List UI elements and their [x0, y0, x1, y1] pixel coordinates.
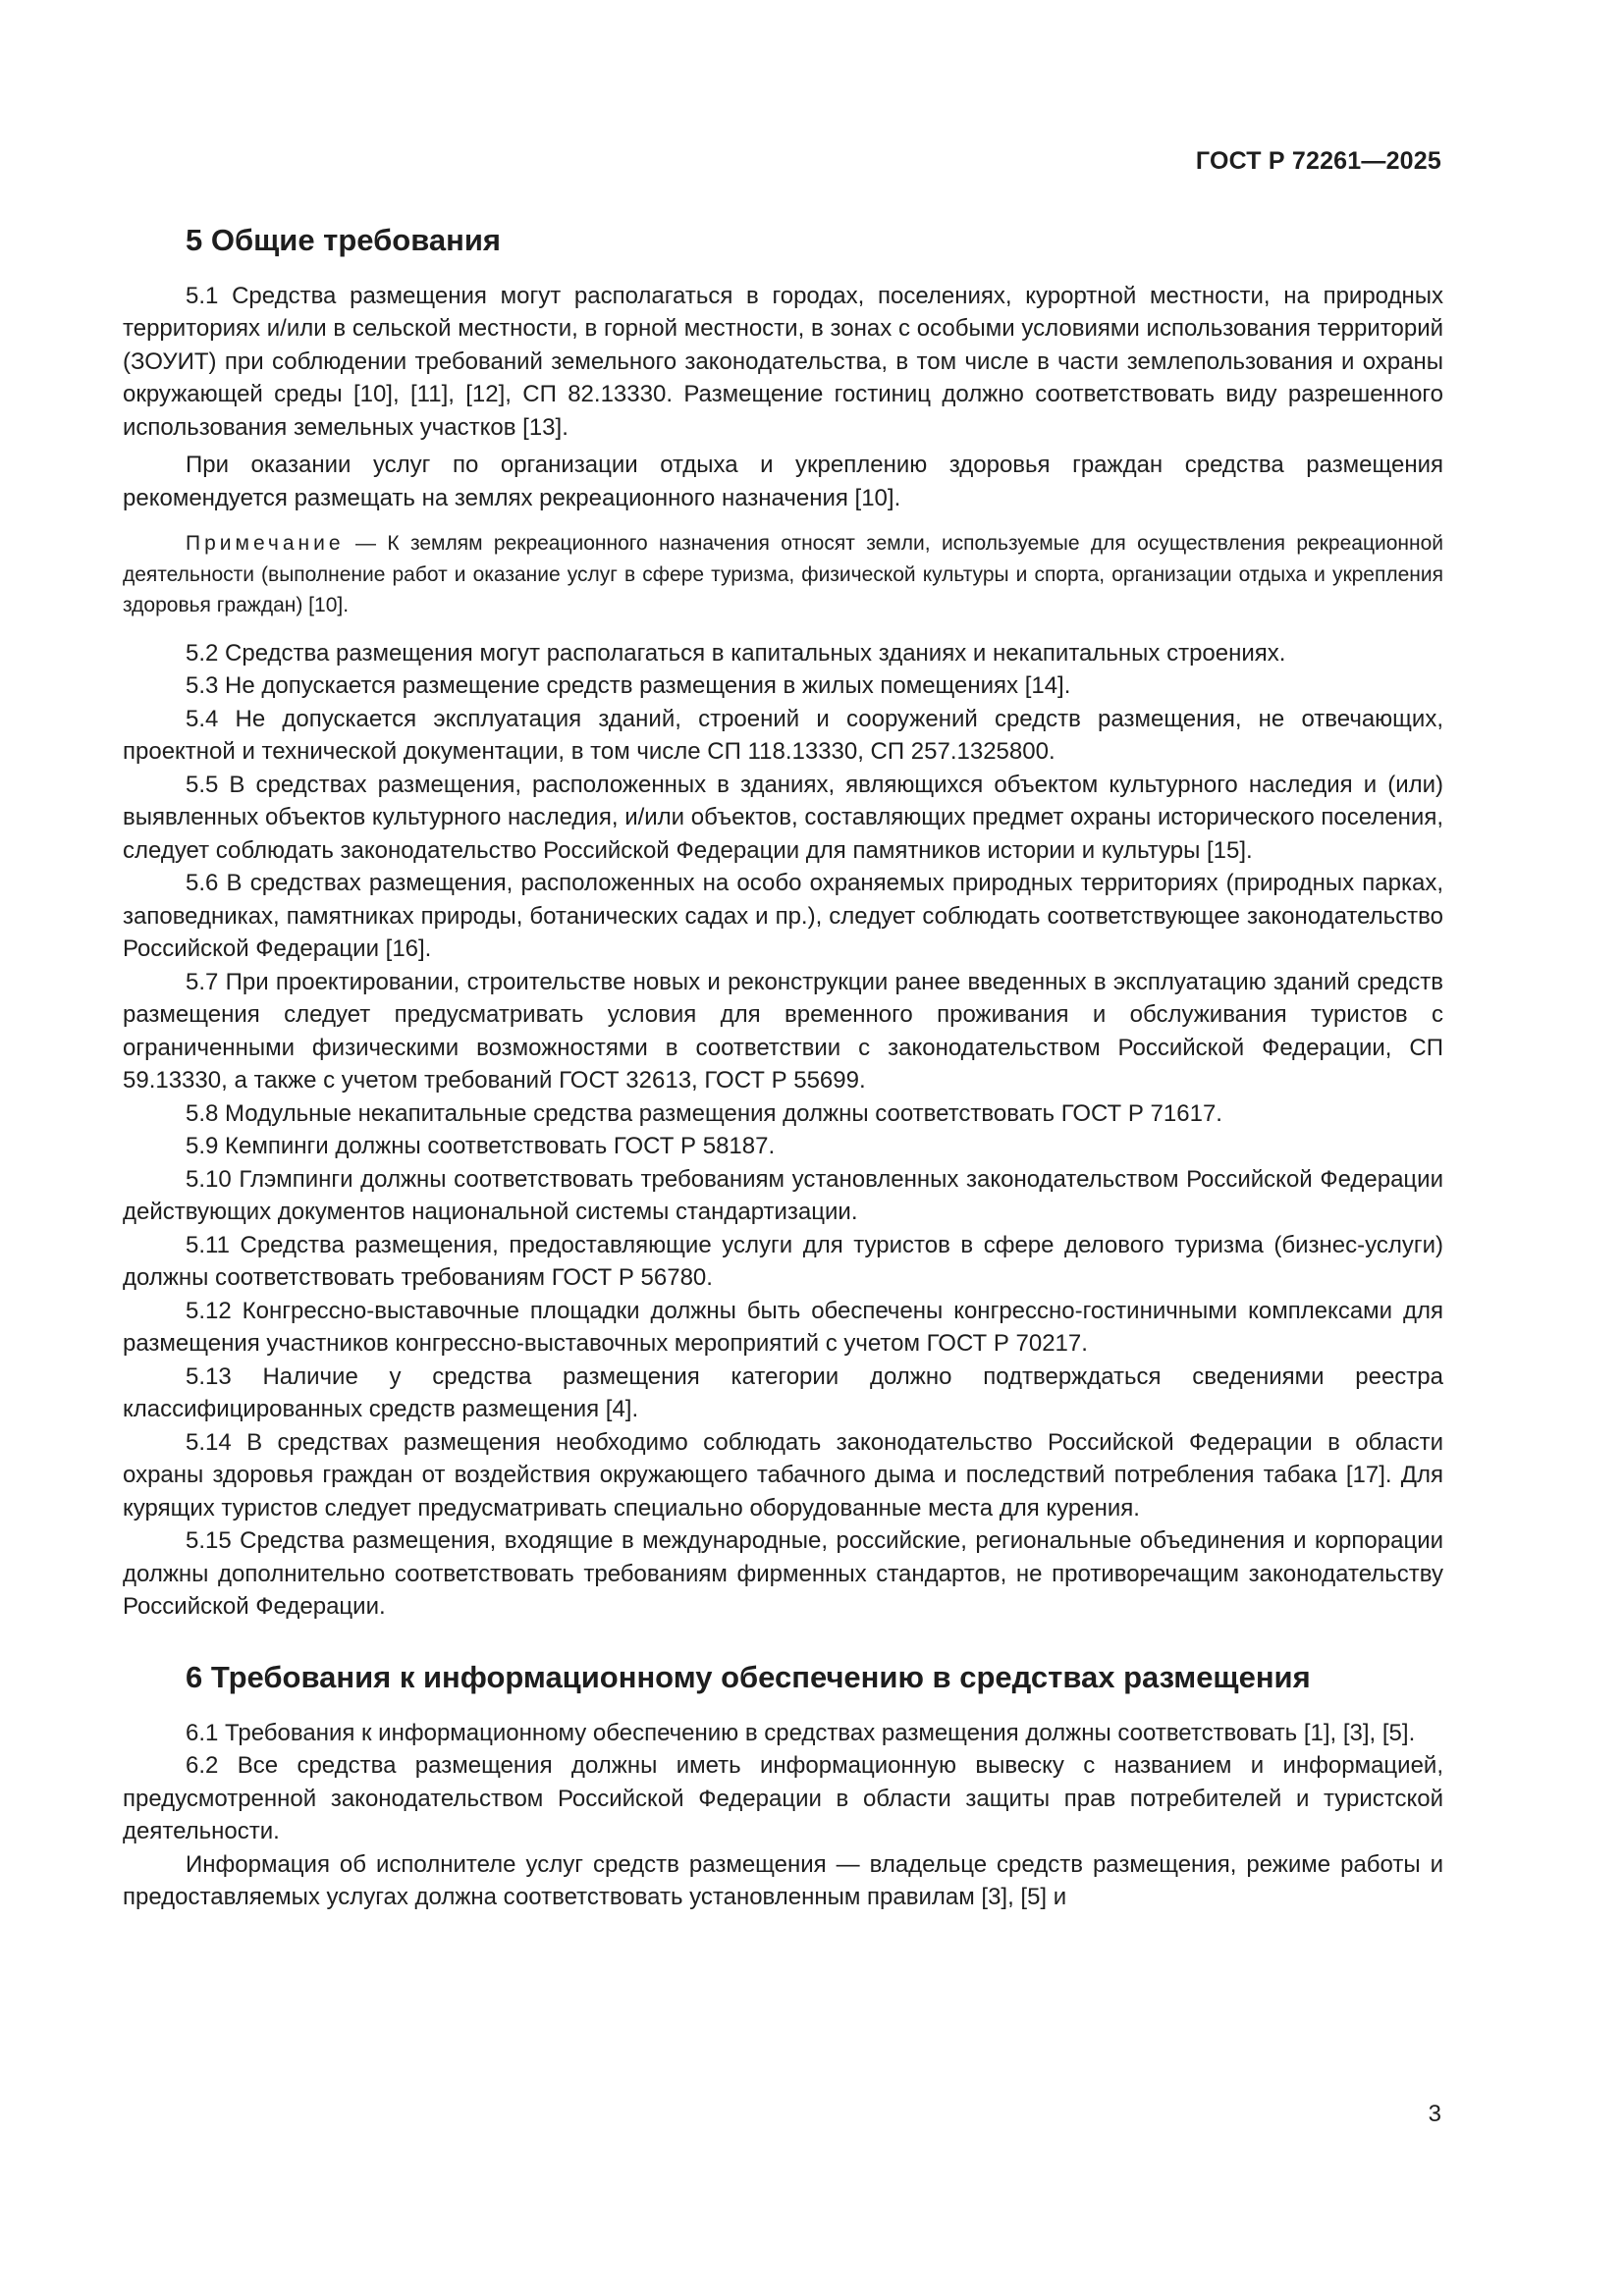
clause-5-9: 5.9 Кемпинги должны соответствовать ГОСТ Р 58187.: [186, 1133, 776, 1160]
clause-6-1: 6.1 Требования к информационному обеспечению в средствах размещения должны соответствовать [1], [3], [5].: [186, 1719, 1416, 1746]
note-text: — К землям рекреационного назначения относят земли, используемые для осуществления рекреационной деятельности (выполнение работ и оказание услуг в сфере туризма, физической культуры и спорта, организации отдыха и укрепления здоровья граждан) [10].: [123, 532, 1443, 617]
clause-5-5: 5.5 В средствах размещения, расположенных в зданиях, являющихся объектом культурного наследия и (или) выявленных объектов культурного наследия, и/или объектов, составляющих предмет охраны исторического поселения, следует соблюдать законодательство Российской Федерации для памятников истории и культуры [15].: [123, 771, 1443, 864]
note-label: Примечание: [186, 532, 345, 556]
clause-6-2-paragraph-2: Информация об исполнителе услуг средств размещения — владельце средств размещения, режиме работы и предоставляемых услугах должна соответствовать установленным правилам [3], [5] и: [123, 1850, 1443, 1910]
clause-5-15: 5.15 Средства размещения, входящие в международные, российские, региональные объединения и корпорации должны дополнительно соответствовать требованиям фирменных стандартов, не противоречащим законодательству Российской Федерации.: [123, 1527, 1443, 1621]
clause-5-14: 5.14 В средствах размещения необходимо соблюдать законодательство Российской Федерации в области охраны здоровья граждан от воздействия окружающего табачного дыма и последствий потребления табака [17]. Для курящих туристов следует предусматривать специально оборудованные места для курения.: [123, 1428, 1443, 1522]
clause-5-11: 5.11 Средства размещения, предоставляющие услуги для туристов в сфере делового туризма (бизнес-услуги) должны соответствовать требованиям ГОСТ Р 56780.: [123, 1231, 1443, 1292]
clause-5-2: 5.2 Средства размещения могут располагаться в капитальных зданиях и некапитальных строениях.: [186, 639, 1286, 667]
clause-5-4: 5.4 Не допускается эксплуатация зданий, строений и сооружений средств размещения, не отвечающих, проектной и технической документации, в том числе СП 118.13330, СП 257.1325800.: [123, 705, 1443, 766]
clause-5-3: 5.3 Не допускается размещение средств размещения в жилых помещениях [14].: [186, 672, 1071, 700]
clause-5-1-paragraph-2: При оказании услуг по организации отдыха и укреплению здоровья граждан средства размещения рекомендуется размещать на землях рекреационного назначения [10].: [123, 452, 1443, 511]
clause-5-7: 5.7 При проектировании, строительстве новых и реконструкции ранее введенных в эксплуатацию зданий средств размещения следует предусматривать условия для временного проживания и обслуживания туристов с ограниченными физическими возможностями в соответствии с законодательством Российской Федерации, СП 59.13330, а также с учетом требований ГОСТ 32613, ГОСТ Р 55699.: [123, 968, 1443, 1095]
document-id-header: ГОСТ Р 72261—2025: [1195, 147, 1441, 175]
note-block: [123, 528, 1443, 621]
clause-5-6: 5.6 В средствах размещения, расположенных на особо охраняемых природных территориях (природных парках, заповедниках, памятниках природы, ботанических садах и пр.), следует соблюдать соответствующее законодательство Российской Федерации [16].: [123, 870, 1443, 963]
clause-6-2: 6.2 Все средства размещения должны иметь информационную вывеску с названием и информацией, предусмотренной законодательством Российской Федерации в области защиты прав потребителей и туристской деятельности.: [123, 1752, 1443, 1844]
section-6-title: 6 Требования к информационному обеспечению в средствах размещения: [186, 1659, 1311, 1694]
clause-5-1: 5.1 Средства размещения могут располагаться в городах, поселениях, курортной местности, на природных территориях и/или в сельской местности, в горной местности, в зонах с особыми условиями использования территорий (ЗОУИТ) при соблюдении требований земельного законодательства, в том числе в части землепользования и охраны окружающей среды [10], [11], [12], СП 82.13330. Размещение гостиниц должно соответствовать виду разрешенного использования земельных участков [13].: [123, 282, 1443, 441]
clause-5-8: 5.8 Модульные некапитальные средства размещения должны соответствовать ГОСТ Р 71617.: [186, 1099, 1222, 1127]
clause-5-12: 5.12 Конгрессно-выставочные площадки должны быть обеспечены конгрессно-гостиничными комплексами для размещения участников конгрессно-выставочных мероприятий с учетом ГОСТ Р 70217.: [123, 1297, 1443, 1358]
section-5-title: 5 Общие требования: [186, 223, 501, 257]
page-content: [123, 222, 1443, 1914]
clause-5-10: 5.10 Глэмпинги должны соответствовать требованиям установленных законодательством Российской Федерации действующих документов национальной системы стандартизации.: [123, 1165, 1443, 1226]
page-number: 3: [1428, 2101, 1441, 2127]
clause-5-13: 5.13 Наличие у средства размещения категории должно подтверждаться сведениями реестра классифицированных средств размещения [4].: [123, 1362, 1443, 1423]
